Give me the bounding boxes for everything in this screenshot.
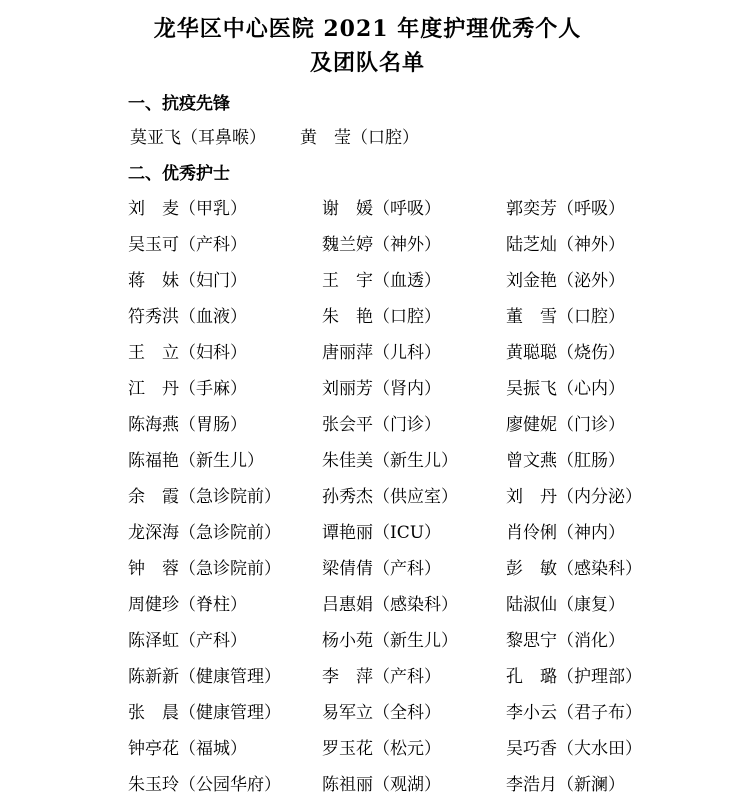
nurse-entry: 彭 敏（感染科） [506, 559, 642, 579]
document-title-line2: 及团队名单 [309, 50, 425, 76]
nurse-entry: 陈新新（健康管理） [128, 667, 281, 687]
nurse-entry: 李 萍（产科） [322, 667, 441, 687]
nurse-entry: 黎思宁（消化） [506, 631, 625, 651]
nurse-row [128, 736, 688, 772]
nurse-entry: 唐丽萍（儿科） [322, 343, 441, 363]
nurse-entry: 刘金艳（泌外） [506, 271, 625, 291]
nurse-row [128, 376, 688, 412]
excellent-nurses-grid [128, 196, 688, 808]
nurse-row [128, 700, 688, 736]
section-heading-excellent-nurses: 二、优秀护士 [128, 164, 230, 184]
nurse-entry: 王 立（妇科） [128, 343, 247, 363]
nurse-row [128, 628, 688, 664]
nurse-row [128, 412, 688, 448]
nurse-entry: 廖健妮（门诊） [506, 415, 625, 435]
nurse-entry: 蒋 妹（妇门） [128, 271, 247, 291]
nurse-entry: 钟亭花（福城） [128, 739, 247, 759]
nurse-entry: 杨小苑（新生儿） [322, 631, 458, 651]
nurse-entry: 李小云（君子布） [506, 703, 642, 723]
nurse-entry: 符秀洪（血液） [128, 307, 247, 327]
nurse-entry: 张会平（门诊） [322, 415, 441, 435]
nurse-row [128, 196, 688, 232]
nurse-entry: 周健珍（脊柱） [128, 595, 247, 615]
nurse-entry: 梁倩倩（产科） [322, 559, 441, 579]
nurse-entry: 龙深海（急诊院前） [128, 523, 281, 543]
honoree-entry: 莫亚飞（耳鼻喉） [130, 128, 266, 148]
nurse-row [128, 232, 688, 268]
nurse-entry: 肖伶俐（神内） [506, 523, 625, 543]
nurse-entry: 魏兰婷（神外） [322, 235, 441, 255]
nurse-entry: 李浩月（新澜） [506, 775, 625, 795]
nurse-entry: 易军立（全科） [322, 703, 441, 723]
anti-epidemic-list [130, 125, 419, 151]
nurse-row [128, 772, 688, 808]
nurse-row [128, 268, 688, 304]
nurse-entry: 董 雪（口腔） [506, 307, 625, 327]
nurse-row [128, 520, 688, 556]
nurse-entry: 朱佳美（新生儿） [322, 451, 458, 471]
nurse-entry: 江 丹（手麻） [128, 379, 247, 399]
nurse-entry: 钟 蓉（急诊院前） [128, 559, 281, 579]
nurse-entry: 余 霞（急诊院前） [128, 487, 281, 507]
nurse-entry: 陈泽虹（产科） [128, 631, 247, 651]
nurse-entry: 孔 璐（护理部） [506, 667, 642, 687]
nurse-entry: 刘 丹（内分泌） [506, 487, 642, 507]
honoree-entry: 黄 莹（口腔） [300, 128, 419, 148]
nurse-row [128, 448, 688, 484]
nurse-row [128, 340, 688, 376]
nurse-row [128, 592, 688, 628]
nurse-entry: 陆芝灿（神外） [506, 235, 625, 255]
nurse-entry: 陆淑仙（康复） [506, 595, 625, 615]
nurse-row [128, 304, 688, 340]
nurse-entry: 陈祖丽（观湖） [322, 775, 441, 795]
nurse-entry: 郭奕芳（呼吸） [506, 199, 625, 219]
nurse-entry: 吴振飞（心内） [506, 379, 625, 399]
nurse-entry: 曾文燕（肛肠） [506, 451, 625, 471]
nurse-entry: 王 宇（血透） [322, 271, 441, 291]
nurse-entry: 刘丽芳（肾内） [322, 379, 441, 399]
section-heading-anti-epidemic: 一、抗疫先锋 [128, 94, 230, 114]
nurse-entry: 张 晨（健康管理） [128, 703, 281, 723]
nurse-row [128, 484, 688, 520]
nurse-entry: 刘 麦（甲乳） [128, 199, 247, 219]
nurse-entry: 谭艳丽（ICU） [322, 523, 442, 543]
nurse-entry: 罗玉花（松元） [322, 739, 441, 759]
nurse-entry: 朱玉玲（公园华府） [128, 775, 281, 795]
nurse-entry: 吕惠娟（感染科） [322, 595, 458, 615]
document-title-line1: 龙华区中心医院 2021 年度护理优秀个人 [153, 16, 582, 42]
nurse-entry: 陈海燕（胃肠） [128, 415, 247, 435]
nurse-entry: 孙秀杰（供应室） [322, 487, 458, 507]
nurse-entry: 黄聪聪（烧伤） [506, 343, 625, 363]
nurse-row [128, 664, 688, 700]
nurse-entry: 陈福艳（新生儿） [128, 451, 264, 471]
nurse-entry: 吴玉可（产科） [128, 235, 247, 255]
nurse-entry: 朱 艳（口腔） [322, 307, 441, 327]
nurse-entry: 谢 媛（呼吸） [322, 199, 441, 219]
nurse-row [128, 556, 688, 592]
nurse-entry: 吴巧香（大水田） [506, 739, 642, 759]
